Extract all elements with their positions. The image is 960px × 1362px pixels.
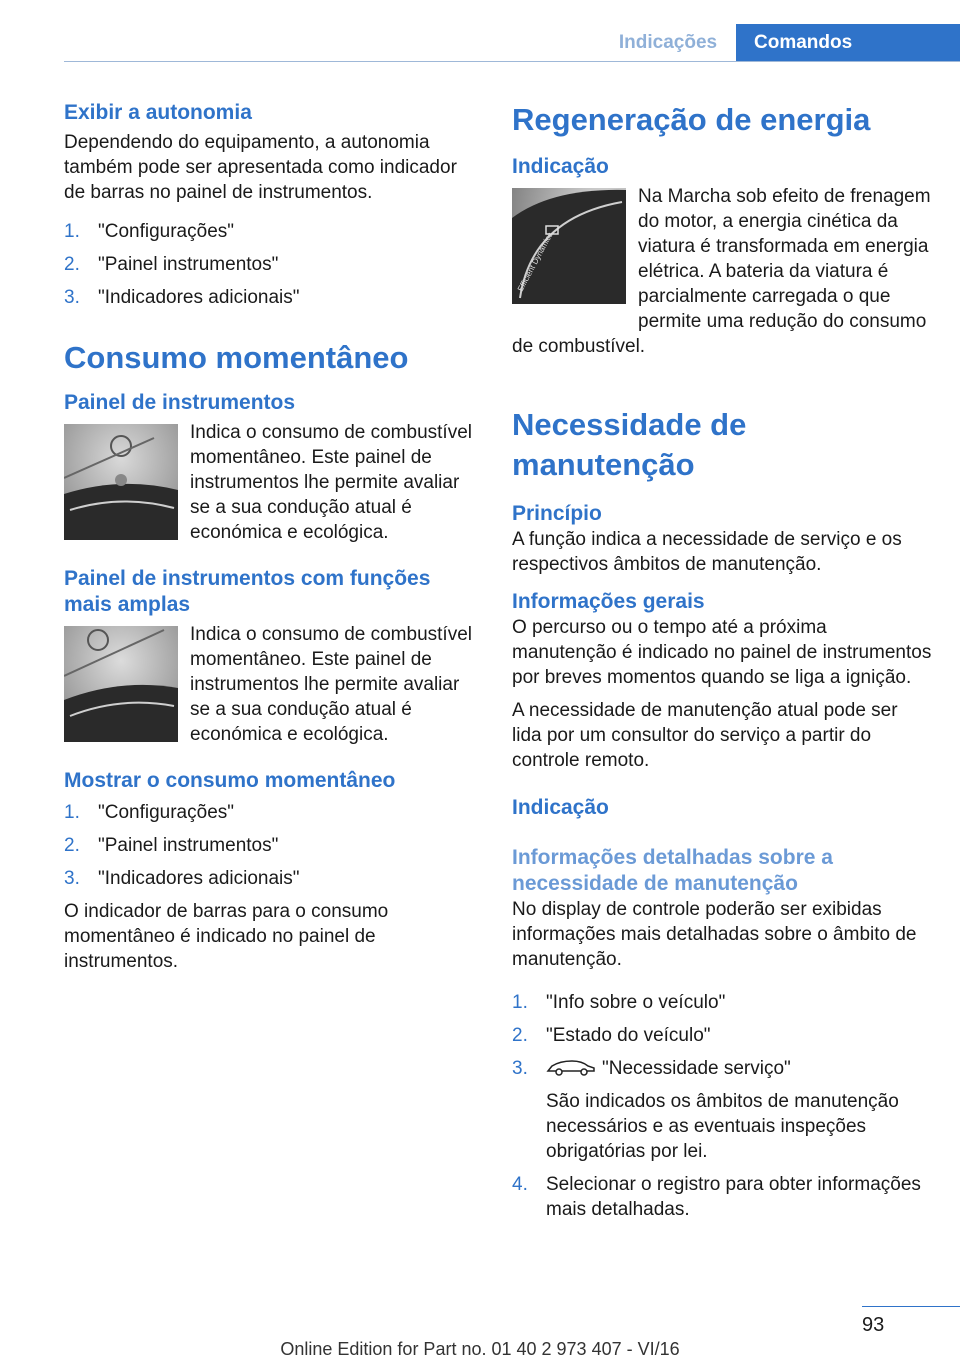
subsection-title-painel-amplas: Painel de instrumentos com funções mais amplas bbox=[64, 567, 431, 616]
section-title-autonomia: Exibir a autonomia bbox=[64, 101, 252, 124]
list-item: 1. "Info sobre o veículo" bbox=[512, 992, 726, 1013]
list-item: 1. "Configurações" bbox=[64, 221, 235, 242]
detalhes-text: No display de controle poderão ser exibidas informações mais detalhadas sobre o âmbito de manutenção. bbox=[512, 899, 917, 970]
consumo-steps bbox=[64, 800, 478, 891]
efficient-dynamics-image bbox=[512, 188, 626, 304]
list-item: 2. "Painel instrumentos" bbox=[64, 835, 279, 856]
header-divider bbox=[64, 61, 960, 62]
footer-divider bbox=[862, 1306, 960, 1307]
list-item: 3. "Indicadores adicionais" bbox=[64, 287, 300, 308]
svg-text:Efficient Dynamics: Efficient Dynamics bbox=[515, 230, 555, 293]
right-column bbox=[512, 100, 932, 1230]
list-item: 1. "Configurações" bbox=[64, 802, 235, 823]
list-item: 3. "Necessidade serviço" São indicados os âmbitos de manutenção necessários e as eventuais inspeções obrigatórias por lei. bbox=[512, 1058, 899, 1162]
section-title-regeneracao: Regeneração de energia bbox=[512, 102, 871, 137]
list-item: 4. Selecionar o registro para obter informações mais detalhadas. bbox=[512, 1174, 921, 1220]
subsection-title-indicacao-2: Indicação bbox=[512, 796, 609, 819]
tab-indicacoes[interactable]: Indicações bbox=[618, 32, 718, 53]
list-item: 2. "Estado do veículo" bbox=[512, 1025, 711, 1046]
section-title-manutencao: Necessidade de manutenção bbox=[512, 407, 747, 482]
subsection-title-mostrar: Mostrar o consumo momentâneo bbox=[64, 769, 396, 792]
painel-amplas-text: Indica o consumo de combustível momentâneo. Este painel de instrumentos lhe permite avaliar se a sua condução atual é económica e ecológica. bbox=[190, 624, 472, 745]
gauge-image-extended bbox=[64, 626, 178, 742]
subsection-title-gerais: Informações gerais bbox=[512, 590, 705, 613]
left-column bbox=[64, 100, 478, 974]
regeneracao-text: Na Marcha sob efeito de frenagem do motor, a energia cinética da viatura é transformada em energia elétrica. A bateria da viatura é parcialmente carregada o que permite uma redução do consumo de combustível. bbox=[512, 186, 931, 357]
subsection-title-indicacao: Indicação bbox=[512, 155, 609, 178]
page-number: 93 bbox=[862, 1314, 885, 1336]
painel-text: Indica o consumo de combustível momentâneo. Este painel de instrumentos lhe permite avaliar se a sua condução atual é económica e ecológica. bbox=[190, 422, 472, 543]
autonomia-steps bbox=[64, 219, 478, 310]
list-item: 2. "Painel instrumentos" bbox=[64, 254, 279, 275]
subsection-title-detalhes: Informações detalhadas sobre a necessidade de manutenção bbox=[512, 846, 833, 895]
principio-text: A função indica a necessidade de serviço e os respectivos âmbitos de manutenção. bbox=[512, 529, 902, 575]
car-icon bbox=[546, 1058, 596, 1076]
subsection-title-principio: Princípio bbox=[512, 502, 602, 525]
manutencao-steps bbox=[512, 990, 932, 1222]
subsection-title-painel: Painel de instrumentos bbox=[64, 391, 296, 414]
gauge-image bbox=[64, 424, 178, 540]
tab-comandos[interactable]: Comandos bbox=[736, 24, 960, 62]
footer-text: Online Edition for Part no. 01 40 2 973 407 - VI/16 bbox=[280, 1339, 680, 1359]
consumo-after-text: O indicador de barras para o consumo momentâneo é indicado no painel de instrumentos. bbox=[64, 901, 389, 972]
list-item: 3. "Indicadores adicionais" bbox=[64, 868, 300, 889]
autonomia-text: Dependendo do equipamento, a autonomia também pode ser apresentada como indicador de barras no painel de instrumentos. bbox=[64, 132, 457, 203]
gerais-text-1: O percurso ou o tempo até a próxima manutenção é indicado no painel de instrumentos por breves momentos quando se liga a ignição. bbox=[512, 617, 932, 688]
gerais-text-2: A necessidade de manutenção atual pode ser lida por um consultor do serviço a partir do controle remoto. bbox=[512, 700, 898, 771]
section-title-consumo: Consumo momentâneo bbox=[64, 340, 409, 375]
